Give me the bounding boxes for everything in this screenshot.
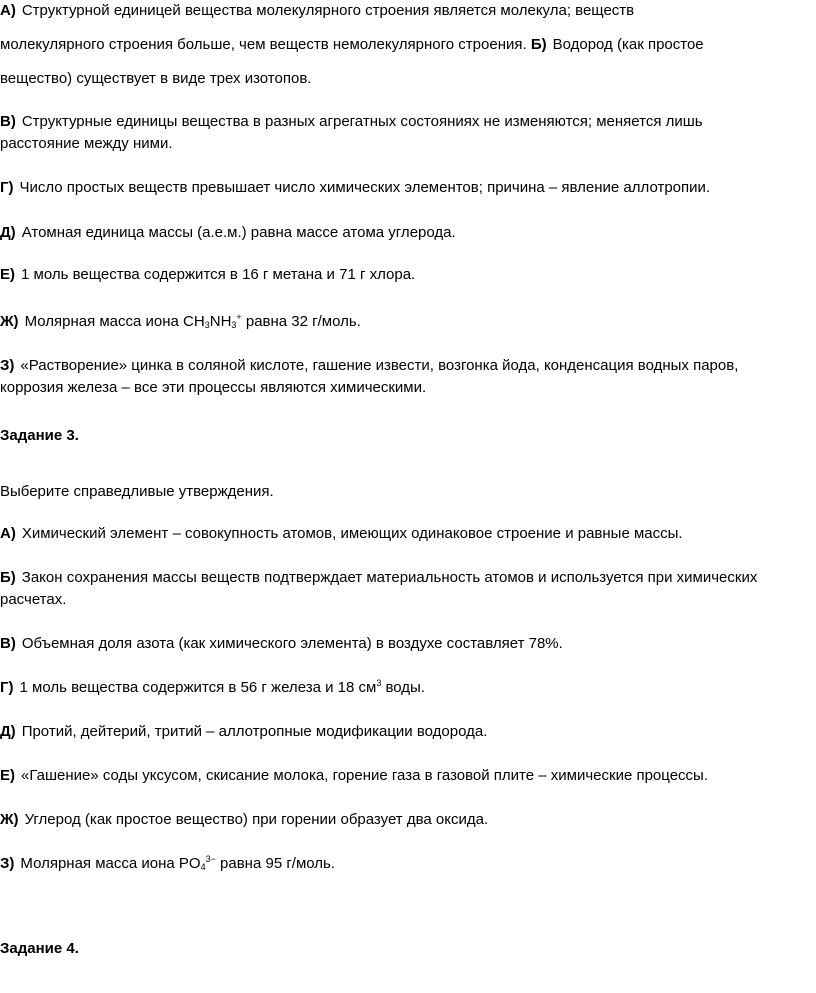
statement-e [0,264,415,286]
task3-item-v [0,633,563,655]
statement-marker: В) [0,113,16,130]
statement-text: Структурной единицей вещества молекулярного строения является молекула; веществ [21,2,635,19]
statement-text: Закон сохранения массы веществ подтверждает материальность атомов и используется при химических [21,569,758,586]
statement-text: вещество) существует в виде трех изотопов. [0,70,312,87]
statement-text: равна 32 г/моль. [241,313,361,330]
superscript: 3− [205,854,216,864]
statement-text: Молярная масса иона PO [20,855,201,872]
statement-text: расчетах. [0,591,67,608]
statement-text: Число простых веществ превышает число химических элементов; причина – явление аллотропии. [19,179,711,196]
statement-v [0,111,703,155]
statement-text: Протий, дейтерий, тритий – аллотропные модификации водорода. [21,723,488,740]
statement-text: молекулярного строения больше, чем веществ немолекулярного строения. [0,36,527,53]
statement-text: Молярная масса иона CH [24,313,205,330]
subscript: 4 [200,862,206,872]
task3-instruction: Выберите справедливые утверждения. [0,483,274,500]
task3-item-g [0,677,425,699]
statement-marker: А) [0,525,16,542]
task3-item-z [0,853,335,875]
statement-text: Углерод (как простое вещество) при горении образует два оксида. [24,811,489,828]
statement-text: расстояние между ними. [0,135,173,152]
statement-text: 1 моль вещества содержится в 16 г метана и 71 г хлора. [21,266,416,283]
statement-b-line2 [0,68,311,90]
task3-item-a [0,523,683,545]
statement-text: Водород (как простое [552,36,704,53]
statement-text: Атомная единица массы (а.е.м.) равна массе атома углерода. [21,224,456,241]
statement-marker: З) [0,357,15,374]
statement-marker: Е) [0,266,15,283]
statement-marker: Д) [0,723,16,740]
superscript: 3 [376,678,382,688]
statement-g [0,177,710,199]
statement-a-line2 [0,34,704,56]
statement-marker: Г) [0,679,14,696]
statement-text: «Гашение» соды уксусом, скисание молока, горение газа в газовой плите – химические процессы. [21,767,708,784]
statement-zh [0,311,361,333]
statement-text: воды. [381,679,426,696]
superscript: + [236,312,242,322]
statement-marker: Б) [0,569,16,586]
statement-text: коррозия железа – все эти процессы являются химическими. [0,379,427,396]
statement-text: NH [209,313,232,330]
task3-item-b [0,567,757,611]
task4-heading: Задание 4. [0,940,79,957]
statement-marker: Г) [0,179,14,196]
statement-marker: Ж) [0,313,19,330]
statement-text: 1 моль вещества содержится в 56 г железа и 18 см [19,679,377,696]
statement-marker: Б) [530,36,547,53]
statement-text: «Растворение» цинка в соляной кислоте, гашение извести, возгонка йода, конденсация водных паров, [20,357,739,374]
statement-marker: Ж) [0,811,19,828]
subscript: 3 [231,320,237,330]
statement-text: Объемная доля азота (как химического элемента) в воздухе составляет 78%. [21,635,563,652]
statement-marker: Е) [0,767,15,784]
subscript: 3 [204,320,210,330]
statement-text: Структурные единицы вещества в разных агрегатных состояниях не изменяются; меняется лишь [21,113,703,130]
statement-a [0,0,634,22]
statement-marker: В) [0,635,16,652]
statement-marker: З) [0,855,15,872]
task3-item-zh [0,809,488,831]
statement-d [0,222,456,244]
statement-marker: Д) [0,224,16,241]
statement-text: Химический элемент – совокупность атомов, имеющих одинаковое строение и равные массы. [21,525,683,542]
statement-marker: А) [0,2,16,19]
task3-item-e [0,765,708,787]
task3-item-d [0,721,487,743]
statement-text: равна 95 г/моль. [215,855,336,872]
statement-z [0,355,738,399]
task3-heading: Задание 3. [0,427,79,444]
